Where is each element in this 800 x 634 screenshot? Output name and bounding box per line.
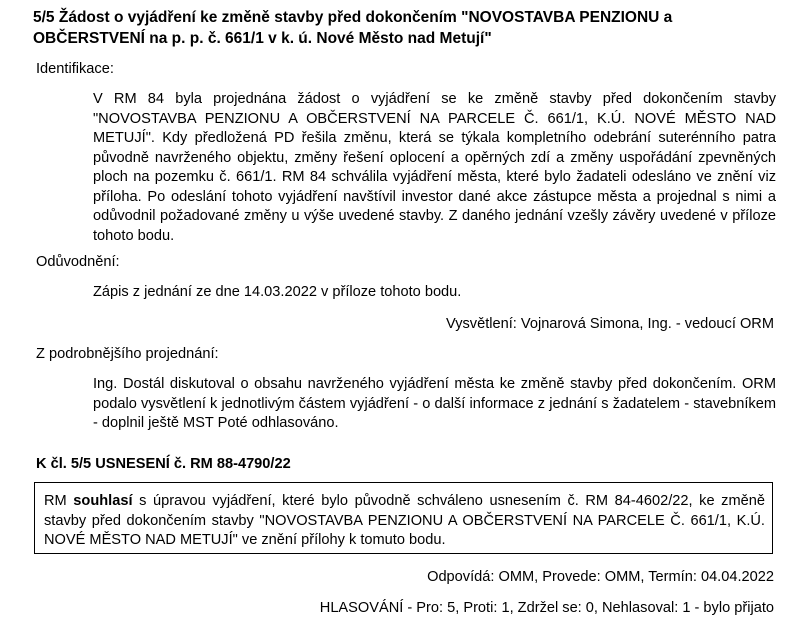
hlasovani-line: HLASOVÁNÍ - Pro: 5, Proti: 1, Zdržel se: 0, Nehlasoval: 1 - bylo přijato	[319, 600, 774, 616]
agenda-item-title: 5/5 Žádost o vyjádření ke změně stavby před dokončením "NOVOSTAVBA PENZIONU a OBČERSTVENÍ na p. p. č. 661/1 v k. ú. Nové Město nad Metují"	[33, 9, 673, 47]
usneseni-text	[44, 492, 765, 551]
identifikace-text: V RM 84 byla projednána žádost o vyjádření se ke změně stavby před dokončením stavby "NOVOSTAVBA PENZIONU A OBČERSTVENÍ NA PARCELE Č. 661/1, K.Ú. NOVÉ MĚSTO NAD METUJÍ". Kdy předložená PD řešila změnu, která se týkala kompletního odebrání suterénního patra původně navrženého objektu, změny řešení oplocení a opěrných zdí a změny uspořádání zpevněných ploch na pozemku č. 661/1. RM 84 schválila vyjádření města, které bylo žadateli odesláno ve znění viz příloha. Po odeslání tohoto vyjádření navštívil investor dané akce zástupce města a projednal s nimi a odůvodnil požadované změny u výše uvedené stavby. Z daného jednání vzešly závěry uvedené v příloze tohoto bodu.	[93, 91, 776, 244]
usneseni-prefix: RM	[44, 493, 74, 509]
projednani-label: Z podrobnějšího projednání:	[36, 346, 219, 362]
usneseni-body: s úpravou vyjádření, které bylo původně schváleno usnesením č. RM 84-4602/22, ke změně stavby před dokončením stavby "NOVOSTAVBA PENZIONU A OBČERSTVENÍ NA PARCELE Č. 661/1, K.Ú. NOVÉ MĚSTO NAD METUJÍ" ve znění přílohy k tomuto bodu.	[44, 493, 765, 548]
vysvetleni-line: Vysvětlení: Vojnarová Simona, Ing. - vedoucí ORM	[446, 316, 774, 332]
usneseni-keyword: souhlasí	[73, 493, 133, 509]
projednani-text: Ing. Dostál diskutoval o obsahu navrženého vyjádření města ke změně stavby před dokončením. ORM podalo vysvětlení k jednotlivým částem vyjádření - o další informace z jednání s žadatelem - stavebníkem - doplnil ještě MST Poté odhlasováno.	[93, 376, 776, 431]
usneseni-heading: K čl. 5/5 USNESENÍ č. RM 88-4790/22	[36, 456, 291, 472]
usneseni-box	[34, 482, 773, 554]
identifikace-label: Identifikace:	[36, 61, 114, 77]
odpovida-line: Odpovídá: OMM, Provede: OMM, Termín: 04.04.2022	[427, 569, 774, 585]
oduvodneni-text: Zápis z jednání ze dne 14.03.2022 v příloze tohoto bodu.	[93, 284, 462, 300]
oduvodneni-label: Odůvodnění:	[36, 254, 120, 270]
